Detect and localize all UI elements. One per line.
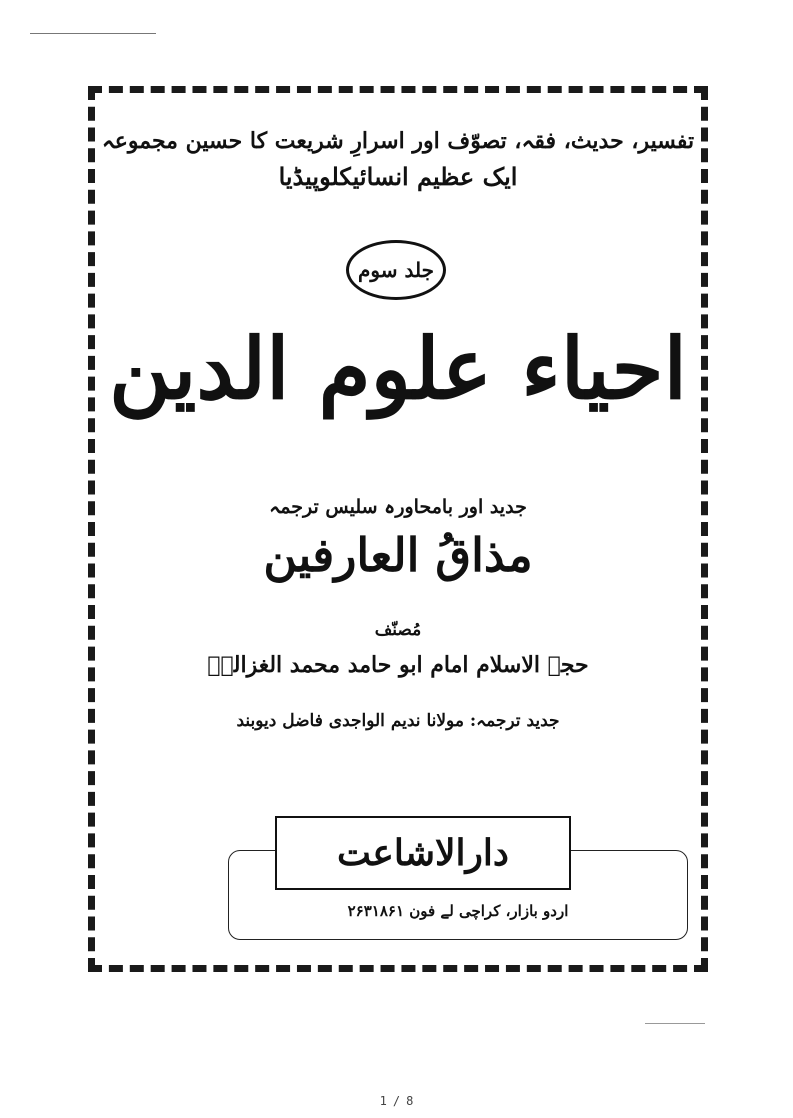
description-line: تفسیر، حدیث، فقہ، تصوّف اور اسرارِ شریعت کا حسین مجموعہ bbox=[101, 128, 695, 154]
total-pages: 8 bbox=[406, 1094, 414, 1108]
current-page-number: 1 bbox=[379, 1094, 387, 1108]
top-rule bbox=[30, 33, 156, 34]
translation-subtitle: جدید اور بامحاورہ سلیس ترجمہ bbox=[269, 496, 527, 518]
page-separator: / bbox=[392, 1094, 401, 1108]
encyclopedia-line: ایک عظیم انسائیکلوپیڈیا bbox=[278, 162, 518, 191]
translation-title: مذاقُ العارفین bbox=[263, 528, 533, 582]
book-title: احیاء علوم الدین bbox=[109, 319, 687, 418]
volume-badge: جلد سوم bbox=[346, 240, 446, 300]
translator-line: جدید ترجمہ: مولانا ندیم الواجدی فاضل دیوبند bbox=[236, 711, 560, 731]
page-indicator bbox=[0, 1094, 793, 1108]
author-label: مُصنّف bbox=[374, 620, 422, 640]
bottom-rule bbox=[645, 1023, 705, 1024]
author-name: حجۃ الاسلام امام ابو حامد محمد الغزالیؒ bbox=[207, 652, 589, 678]
cover-page bbox=[100, 98, 696, 960]
publisher-name: دارالاشاعت bbox=[275, 816, 571, 890]
publisher-address: اردو بازار، کراچی لے فون ۲۶۳۱۸۶۱ bbox=[347, 902, 569, 920]
